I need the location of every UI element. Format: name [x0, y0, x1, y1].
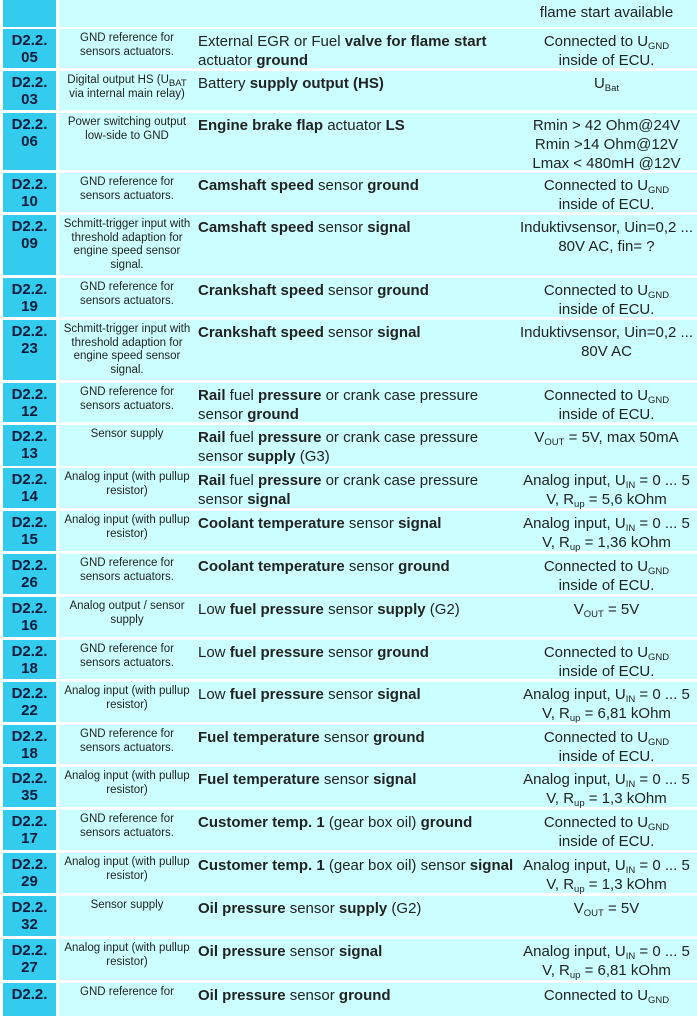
pin-type: GND reference for sensors actuators. [59, 278, 195, 317]
pin-id: D2.2. 06 [3, 113, 56, 170]
pin-description: External EGR or Fuel valve for flame start actuator ground [195, 29, 516, 68]
pin-description: Fuel temperature sensor signal [195, 767, 516, 807]
pin-spec: Analog input, $U_{IN} = 0$ ... 5 V, $R_{up} = 1,3$ kOhm [516, 853, 697, 893]
pin-id: D2.2. 32 [3, 896, 56, 936]
pin-id: D2.2. 26 [3, 554, 56, 594]
pin-id: D2.2. 35 [3, 767, 56, 807]
pin-spec: Rmin > 42 Ohm@24V Rmin >14 Ohm@12V Lmax < 480mH @12V [516, 113, 697, 170]
pin-spec: Connected to $U_{GND}$ inside of ECU. [516, 173, 697, 212]
pin-id: D2.2. 19 [3, 278, 56, 317]
pin-type: Digital output HS ($U_{BAT}$ via internal main relay) [59, 71, 195, 110]
table-row [0, 896, 697, 936]
pin-description: Rail fuel pressure or crank case pressure sensor signal [195, 468, 516, 508]
pin-type: GND reference for sensors actuators. [59, 173, 195, 212]
table-row [0, 597, 697, 637]
pin-description: Fuel temperature sensor ground [195, 725, 516, 764]
table-row [0, 425, 697, 466]
pin-type: Analog output / sensor supply [59, 597, 195, 637]
pin-description: Oil pressure sensor ground [195, 983, 516, 1016]
pin-description: Low fuel pressure sensor ground [195, 640, 516, 679]
table-row [0, 278, 697, 317]
pin-spec: Analog input, $U_{IN} = 0$ ... 5 V, $R_{up} = 6,81$ kOhm [516, 939, 697, 980]
pin-id: D2.2. 09 [3, 215, 56, 275]
pin-type: Sensor supply [59, 425, 195, 466]
pin-id: D2.2. 22 [3, 682, 56, 722]
table-row [0, 320, 697, 380]
pin-description: Battery supply output (HS) [195, 71, 516, 110]
pin-spec: Induktivsensor, Uin=0,2 ... 80V AC [516, 320, 697, 380]
pin-spec: $V_{OUT} = 5V$ [516, 896, 697, 936]
table-row [0, 810, 697, 850]
pin-id: D2.2. 18 [3, 725, 56, 764]
pin-type: Analog input (with pullup resistor) [59, 511, 195, 551]
pin-spec: $V_{OUT} = 5V$ [516, 597, 697, 637]
table-row [0, 554, 697, 594]
table-row [0, 71, 697, 110]
pin-spec: Analog input, $U_{IN} = 0$ ... 5 V, $R_{up} = 1,36$ kOhm [516, 511, 697, 551]
pin-type: Power switching output low-side to GND [59, 113, 195, 170]
pin-spec: Connected to $U_{GND}$ inside of ECU. [516, 383, 697, 422]
pin-type: Sensor supply [59, 896, 195, 936]
pin-id: D2.2. 17 [3, 810, 56, 850]
pin-id [3, 0, 56, 27]
pin-description: Rail fuel pressure or crank case pressure sensor supply (G3) [195, 425, 516, 466]
table-row [0, 29, 697, 68]
pin-type: Analog input (with pullup resistor) [59, 853, 195, 893]
pin-description: Oil pressure sensor signal [195, 939, 516, 980]
pin-id: D2.2. 16 [3, 597, 56, 637]
pin-id: D2.2. 13 [3, 425, 56, 466]
pin-type: GND reference for sensors actuators. [59, 725, 195, 764]
pin-description: Coolant temperature sensor ground [195, 554, 516, 594]
pin-spec: Connected to $U_{GND}$ inside of ECU. [516, 725, 697, 764]
table-row [0, 725, 697, 764]
table-row [0, 215, 697, 275]
pin-id: D2.2. 23 [3, 320, 56, 380]
table-row [0, 468, 697, 508]
table-row [0, 0, 697, 27]
pin-spec: Connected to $U_{GND}$ inside of ECU. [516, 278, 697, 317]
pin-description: Rail fuel pressure or crank case pressure sensor ground [195, 383, 516, 422]
pin-type: GND reference for sensors actuators. [59, 810, 195, 850]
pin-spec: Induktivsensor, Uin=0,2 ... 80V AC, fin= ? [516, 215, 697, 275]
pin-description: Crankshaft speed sensor ground [195, 278, 516, 317]
table-row [0, 853, 697, 893]
pin-description: Engine brake flap actuator LS [195, 113, 516, 170]
pin-spec: Analog input, $U_{IN} = 0$ ... 5 V, $R_{up} = 1,3$ kOhm [516, 767, 697, 807]
pin-spec: flame start available [516, 0, 697, 27]
pin-spec: Analog input, $U_{IN} = 0$ ... 5 V, $R_{up} = 6,81$ kOhm [516, 682, 697, 722]
pin-id: D2.2. [3, 983, 56, 1016]
table-row [0, 173, 697, 212]
pin-spec: Connected to $U_{GND}$ inside of ECU. [516, 810, 697, 850]
pin-id: D2.2. 14 [3, 468, 56, 508]
pin-type: GND reference for [59, 983, 195, 1016]
pin-description: Customer temp. 1 (gear box oil) sensor signal [195, 853, 516, 893]
table-row [0, 939, 697, 980]
pin-description: Customer temp. 1 (gear box oil) ground [195, 810, 516, 850]
pin-id: D2.2. 27 [3, 939, 56, 980]
pin-type: Schmitt-trigger input with threshold adaption for engine speed sensor signal. [59, 320, 195, 380]
table-row [0, 640, 697, 679]
pin-spec: $V_{OUT} = 5V$, max 50mA [516, 425, 697, 466]
pin-description: Low fuel pressure sensor signal [195, 682, 516, 722]
pin-description: Camshaft speed sensor signal [195, 215, 516, 275]
pin-type: Analog input (with pullup resistor) [59, 682, 195, 722]
pin-spec: Connected to $U_{GND}$ inside of ECU. [516, 554, 697, 594]
pin-description: Oil pressure sensor supply (G2) [195, 896, 516, 936]
pin-description: Coolant temperature sensor signal [195, 511, 516, 551]
pin-description: Camshaft speed sensor ground [195, 173, 516, 212]
table-row [0, 511, 697, 551]
pin-spec: Connected to $U_{GND}$ [516, 983, 697, 1016]
pin-id: D2.2. 05 [3, 29, 56, 68]
pin-type [59, 0, 195, 27]
pin-type: GND reference for sensors actuators. [59, 640, 195, 679]
pin-type: GND reference for sensors actuators. [59, 554, 195, 594]
table-row [0, 983, 697, 1016]
pin-description: Crankshaft speed sensor signal [195, 320, 516, 380]
table-row [0, 682, 697, 722]
pin-type: Analog input (with pullup resistor) [59, 468, 195, 508]
pin-id: D2.2. 10 [3, 173, 56, 212]
pin-id: D2.2. 29 [3, 853, 56, 893]
pin-description: Low fuel pressure sensor supply (G2) [195, 597, 516, 637]
pin-type: Analog input (with pullup resistor) [59, 767, 195, 807]
pin-type: Analog input (with pullup resistor) [59, 939, 195, 980]
pin-id: D2.2. 18 [3, 640, 56, 679]
pin-id: D2.2. 15 [3, 511, 56, 551]
pin-type: Schmitt-trigger input with threshold adaption for engine speed sensor signal. [59, 215, 195, 275]
table-row [0, 113, 697, 170]
pin-spec: Connected to $U_{GND}$ inside of ECU. [516, 29, 697, 68]
pin-id: D2.2. 03 [3, 71, 56, 110]
pin-spec: Analog input, $U_{IN} = 0$ ... 5 V, $R_{up} = 5,6$ kOhm [516, 468, 697, 508]
pin-id: D2.2. 12 [3, 383, 56, 422]
pin-type: GND reference for sensors actuators. [59, 29, 195, 68]
pin-spec: $U_{Bat}$ [516, 71, 697, 110]
pin-type: GND reference for sensors actuators. [59, 383, 195, 422]
table-row [0, 383, 697, 422]
table-row [0, 767, 697, 807]
pin-spec: Connected to $U_{GND}$ inside of ECU. [516, 640, 697, 679]
pin-description [195, 0, 516, 27]
